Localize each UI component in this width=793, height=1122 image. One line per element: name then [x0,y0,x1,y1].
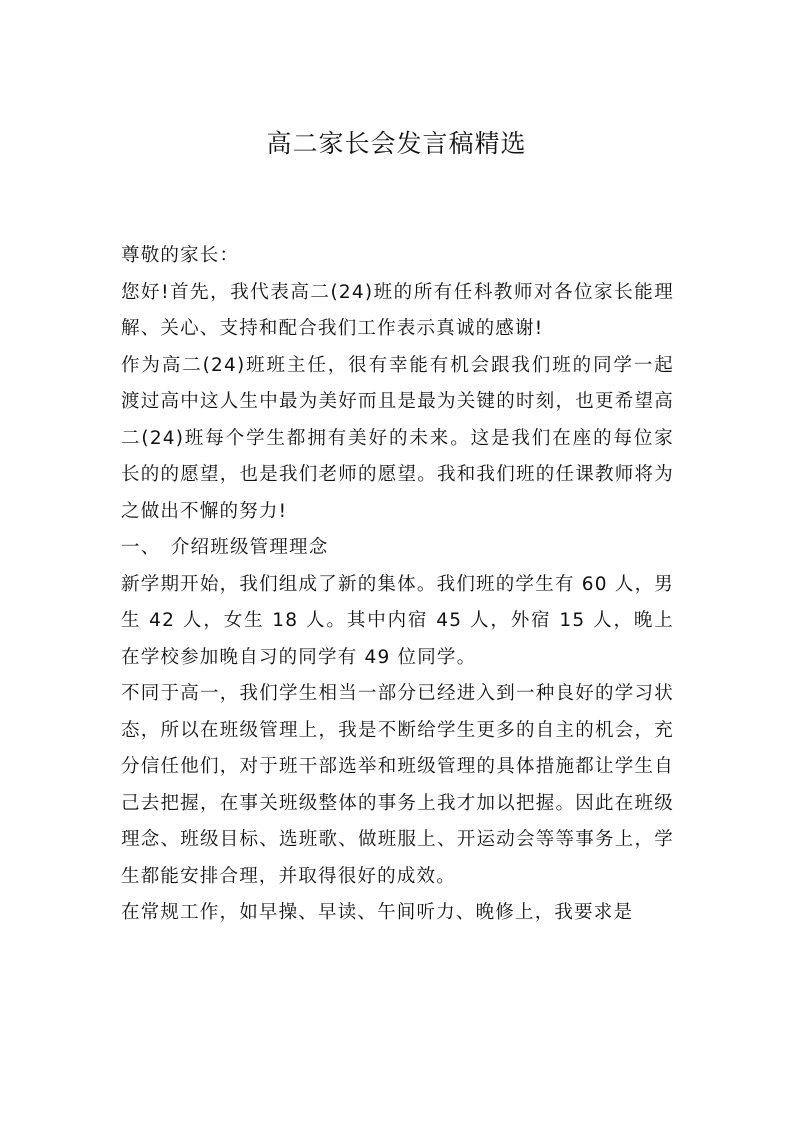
paragraph-routine: 在常规工作，如早操、早读、午间听力、晚修上，我要求是 [121,902,634,923]
paragraph-thanks: 您好!首先，我代表高二(24)班的所有任科教师对各位家长能理解、关心、支持和配合我们工作表示真诚的感谢! [121,281,674,339]
paragraph-introduction: 作为高二(24)班班主任，很有幸能有机会跟我们班的同学一起渡过高中这人生中最为美好而且是最为关键的时刻，也更希望高二(24)班每个学生都拥有美好的未来。这是我们在座的每位家长的的愿望，也是我们老师的愿望。我和我们班的任课教师将为之做出不懈的努力! [121,354,674,522]
salutation: 尊敬的家长： [121,245,240,266]
paragraph-management: 不同于高一，我们学生相当一部分已经进入到一种良好的学习状态，所以在班级管理上，我是不断给学生更多的自主的机会，充分信任他们，对于班干部选举和班级管理的具体措施都让学生自己去把握，在事关班级整体的事务上我才加以把握。因此在班级理念、班级目标、选班歌、做班服上、开运动会等等事务上，学生都能安排合理，并取得很好的成效。 [121,683,674,887]
paragraph-class-stats: 新学期开始，我们组成了新的集体。我们班的学生有 60 人，男生 42 人，女生 18 人。其中内宿 45 人，外宿 15 人，晚上在学校参加晚自习的同学有 49 位同学。 [121,573,674,668]
section-heading-1: 一、 介绍班级管理理念 [121,537,329,558]
document-title: 高二家长会发言稿精选 [266,129,527,158]
document-body [121,238,674,932]
